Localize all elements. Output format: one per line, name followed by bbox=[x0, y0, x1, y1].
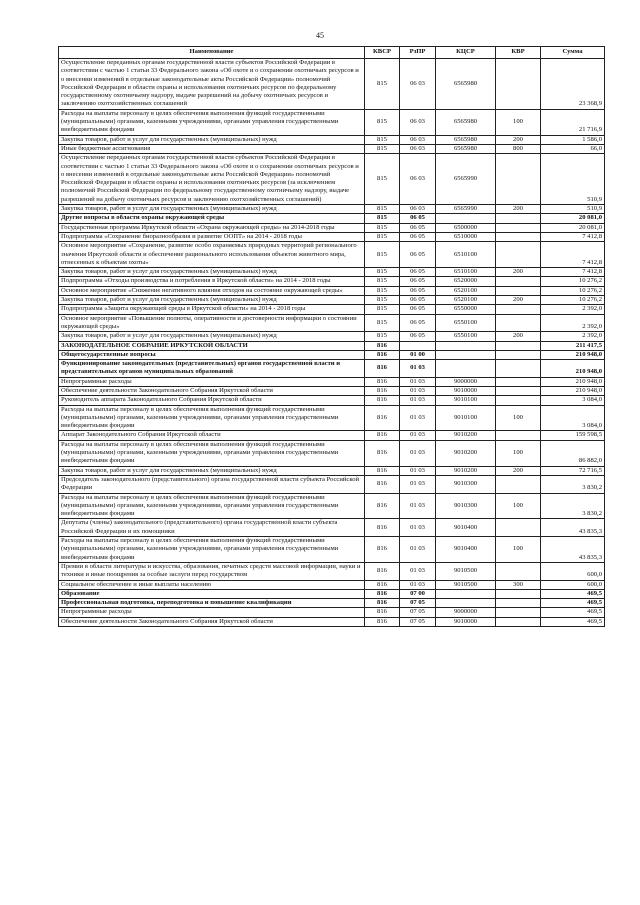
cell-kvsr: 815 bbox=[365, 314, 400, 332]
cell-rzpr: 06 05 bbox=[400, 286, 436, 295]
cell-kvr bbox=[496, 386, 541, 395]
cell-rzpr: 01 03 bbox=[400, 493, 436, 519]
table-row bbox=[59, 205, 605, 214]
cell-kcsr: 6565980 bbox=[436, 109, 496, 135]
cell-kcsr: 9010200 bbox=[436, 431, 496, 440]
cell-kvsr: 816 bbox=[365, 589, 400, 598]
cell-sum: 600,0 bbox=[541, 580, 605, 589]
cell-kcsr bbox=[436, 589, 496, 598]
cell-kvsr: 816 bbox=[365, 493, 400, 519]
cell-sum: 211 417,5 bbox=[541, 341, 605, 350]
cell-kcsr: 6565990 bbox=[436, 154, 496, 205]
cell-sum: 210 948,0 bbox=[541, 386, 605, 395]
cell-sum: 7 412,8 bbox=[541, 232, 605, 241]
cell-kvsr: 815 bbox=[365, 59, 400, 110]
cell-kcsr: 6550000 bbox=[436, 305, 496, 314]
page-number: 45 bbox=[316, 31, 324, 40]
cell-kvsr: 815 bbox=[365, 296, 400, 305]
cell-kvsr: 815 bbox=[365, 144, 400, 153]
cell-kcsr: 6550100 bbox=[436, 314, 496, 332]
cell-kcsr: 9010200 bbox=[436, 440, 496, 466]
cell-rzpr: 06 05 bbox=[400, 277, 436, 286]
cell-kvsr: 815 bbox=[365, 154, 400, 205]
cell-name: Основное мероприятие «Повышение полноты, оперативности и достоверности информации о состоянии окружающей среды» bbox=[59, 314, 365, 332]
cell-sum: 1 586,0 bbox=[541, 135, 605, 144]
cell-kvr bbox=[496, 519, 541, 537]
cell-rzpr: 06 05 bbox=[400, 305, 436, 314]
cell-sum: 23 368,9 bbox=[541, 59, 605, 110]
cell-kvsr: 815 bbox=[365, 305, 400, 314]
cell-kvr bbox=[496, 232, 541, 241]
cell-rzpr: 01 03 bbox=[400, 377, 436, 386]
table-row bbox=[59, 493, 605, 519]
cell-rzpr: 06 03 bbox=[400, 154, 436, 205]
cell-name: Подпрограмма «Сохранение биоразнообразия и развитие ООПТ» на 2014 - 2018 годы bbox=[59, 232, 365, 241]
cell-kvr bbox=[496, 617, 541, 626]
table-row bbox=[59, 396, 605, 405]
cell-kvr bbox=[496, 223, 541, 232]
table-header bbox=[59, 47, 605, 59]
table-row bbox=[59, 360, 605, 378]
cell-name: Иные бюджетные ассигнования bbox=[59, 144, 365, 153]
header-sum: Сумма bbox=[541, 47, 605, 59]
cell-kcsr: 6520000 bbox=[436, 277, 496, 286]
cell-kvr: 100 bbox=[496, 493, 541, 519]
cell-kcsr: 9010000 bbox=[436, 386, 496, 395]
cell-sum: 20 081,0 bbox=[541, 214, 605, 223]
table-row bbox=[59, 519, 605, 537]
cell-rzpr: 07 00 bbox=[400, 589, 436, 598]
cell-rzpr: 06 03 bbox=[400, 135, 436, 144]
cell-rzpr: 01 00 bbox=[400, 350, 436, 359]
cell-sum: 510,9 bbox=[541, 154, 605, 205]
cell-kcsr: 9010300 bbox=[436, 475, 496, 493]
cell-kvsr: 816 bbox=[365, 360, 400, 378]
cell-name: Расходы на выплаты персоналу в целях обеспечения выполнения функций государственными (муниципальными) органами, казенными учреждениями, органами управления государственными внебюджетными фондами bbox=[59, 109, 365, 135]
table-row bbox=[59, 580, 605, 589]
cell-name: Депутаты (члены) законодательного (представительного) органа государственной власти субъекта Российской Федерации и их помощники bbox=[59, 519, 365, 537]
cell-kvr: 100 bbox=[496, 405, 541, 431]
cell-name: Подпрограмма «Защита окружающей среды в Иркутской области» на 2014 - 2018 годы bbox=[59, 305, 365, 314]
cell-rzpr: 01 03 bbox=[400, 405, 436, 431]
cell-kcsr: 6565980 bbox=[436, 59, 496, 110]
cell-kvsr: 816 bbox=[365, 405, 400, 431]
cell-rzpr: 01 03 bbox=[400, 562, 436, 580]
cell-kcsr: 6510000 bbox=[436, 232, 496, 241]
cell-kcsr bbox=[436, 214, 496, 223]
cell-kvsr: 816 bbox=[365, 599, 400, 608]
cell-kcsr: 9010000 bbox=[436, 617, 496, 626]
cell-sum: 86 882,0 bbox=[541, 440, 605, 466]
cell-kcsr: 6510100 bbox=[436, 268, 496, 277]
cell-kcsr: 6550100 bbox=[436, 332, 496, 341]
cell-kvr bbox=[496, 305, 541, 314]
cell-kvsr: 816 bbox=[365, 580, 400, 589]
cell-kvsr: 815 bbox=[365, 214, 400, 223]
cell-rzpr: 01 03 bbox=[400, 440, 436, 466]
cell-rzpr: 06 03 bbox=[400, 144, 436, 153]
cell-kvr: 200 bbox=[496, 332, 541, 341]
cell-kvr bbox=[496, 242, 541, 268]
cell-sum: 469,5 bbox=[541, 617, 605, 626]
cell-sum: 10 276,2 bbox=[541, 277, 605, 286]
cell-name: Расходы на выплаты персоналу в целях обеспечения выполнения функций государственными (муниципальными) органами, казенными учреждениями, органами управления государственными внебюджетными фондами bbox=[59, 493, 365, 519]
cell-kvsr: 815 bbox=[365, 109, 400, 135]
cell-kvsr: 816 bbox=[365, 466, 400, 475]
table-row bbox=[59, 341, 605, 350]
cell-kvr bbox=[496, 431, 541, 440]
budget-table bbox=[58, 46, 605, 627]
table-row bbox=[59, 466, 605, 475]
cell-kvr: 800 bbox=[496, 144, 541, 153]
cell-kcsr: 9000000 bbox=[436, 377, 496, 386]
cell-name: Руководитель аппарата Законодательного Собрания Иркутской области bbox=[59, 396, 365, 405]
cell-name: Профессиональная подготовка, переподготовка и повышение квалификации bbox=[59, 599, 365, 608]
cell-kcsr: 6510100 bbox=[436, 242, 496, 268]
cell-rzpr: 01 03 bbox=[400, 519, 436, 537]
table-row bbox=[59, 59, 605, 110]
cell-sum: 210 948,0 bbox=[541, 377, 605, 386]
cell-name: Председатель законодательного (представительного) органа государственной власти субъекта Российской Федерации bbox=[59, 475, 365, 493]
cell-kvsr: 816 bbox=[365, 377, 400, 386]
cell-kcsr: 9010200 bbox=[436, 466, 496, 475]
cell-name: Основное мероприятие «Снижение негативного влияния отходов на состояние окружающей среды» bbox=[59, 286, 365, 295]
table-row bbox=[59, 277, 605, 286]
cell-kcsr bbox=[436, 360, 496, 378]
cell-name: Осуществление переданных органам государственной власти субъектов Российской Федерации в соответствии с частью 1 статьи 33 Федерального закона «Об охоте и о сохранении охотничьих ресурсов и о внесении изменений в отдельные законодательные акты Российской Федерации» полномочий Российской Федерации в области охраны и использования охотничьих ресурсов (за исключением полномочий Российской Федерации по федеральному государственному охотничьему надзору, выдаче разрешений на добычу охотничьих ресурсов и заключению охотхозяйственных соглашений) bbox=[59, 154, 365, 205]
table-row bbox=[59, 332, 605, 341]
table-row bbox=[59, 589, 605, 598]
cell-rzpr: 06 05 bbox=[400, 242, 436, 268]
cell-name: Основное мероприятие «Сохранение, развитие особо охраняемых природных территорий регионального значения Иркутской области и обеспечение рационального использования объектов животного мира, отнесенных к объектам охоты» bbox=[59, 242, 365, 268]
cell-rzpr bbox=[400, 341, 436, 350]
table-row bbox=[59, 305, 605, 314]
cell-rzpr: 06 03 bbox=[400, 59, 436, 110]
cell-kvr bbox=[496, 377, 541, 386]
cell-rzpr: 06 05 bbox=[400, 314, 436, 332]
cell-sum: 2 392,0 bbox=[541, 314, 605, 332]
cell-name: Премии в области литературы и искусства, образования, печатных средств массовой информации, науки и техники и иные поощрения за особые заслуги перед государством bbox=[59, 562, 365, 580]
cell-name: Обеспечение деятельности Законодательного Собрания Иркутской области bbox=[59, 386, 365, 395]
cell-sum: 210 948,0 bbox=[541, 350, 605, 359]
cell-rzpr: 06 03 bbox=[400, 109, 436, 135]
cell-rzpr: 01 03 bbox=[400, 360, 436, 378]
cell-rzpr: 01 03 bbox=[400, 537, 436, 563]
cell-sum: 7 412,8 bbox=[541, 242, 605, 268]
cell-kvsr: 816 bbox=[365, 350, 400, 359]
cell-sum: 43 835,3 bbox=[541, 537, 605, 563]
cell-name: Государственная программа Иркутской области «Охрана окружающей среды» на 2014-2018 годы bbox=[59, 223, 365, 232]
cell-sum: 3 830,2 bbox=[541, 475, 605, 493]
cell-kvsr: 815 bbox=[365, 332, 400, 341]
cell-kvsr: 815 bbox=[365, 135, 400, 144]
cell-name: Подпрограмма «Отходы производства и потребления в Иркутской области» на 2014 - 2018 годы bbox=[59, 277, 365, 286]
cell-name: Социальное обеспечение и иные выплаты населению bbox=[59, 580, 365, 589]
cell-sum: 3 084,0 bbox=[541, 405, 605, 431]
cell-sum: 10 276,2 bbox=[541, 286, 605, 295]
cell-name: Аппарат Законодательного Собрания Иркутской области bbox=[59, 431, 365, 440]
cell-name: Общегосударственные вопросы bbox=[59, 350, 365, 359]
cell-kcsr: 9010400 bbox=[436, 537, 496, 563]
cell-sum: 469,5 bbox=[541, 608, 605, 617]
cell-kvr bbox=[496, 314, 541, 332]
cell-kvr bbox=[496, 475, 541, 493]
cell-kcsr bbox=[436, 350, 496, 359]
cell-sum: 72 716,5 bbox=[541, 466, 605, 475]
cell-sum: 210 948,0 bbox=[541, 360, 605, 378]
cell-kcsr: 9010400 bbox=[436, 519, 496, 537]
cell-name: Расходы на выплаты персоналу в целях обеспечения выполнения функций государственными (муниципальными) органами, казенными учреждениями, органами управления государственными внебюджетными фондами bbox=[59, 537, 365, 563]
cell-kvsr: 816 bbox=[365, 608, 400, 617]
table-row bbox=[59, 377, 605, 386]
table-row bbox=[59, 268, 605, 277]
cell-name: Закупка товаров, работ и услуг для государственных (муниципальных) нужд bbox=[59, 135, 365, 144]
cell-kvr bbox=[496, 341, 541, 350]
table-row bbox=[59, 223, 605, 232]
cell-kcsr: 9010100 bbox=[436, 405, 496, 431]
cell-kvsr: 816 bbox=[365, 475, 400, 493]
cell-kvr: 200 bbox=[496, 135, 541, 144]
cell-kvsr: 816 bbox=[365, 519, 400, 537]
cell-kvr bbox=[496, 562, 541, 580]
table-row bbox=[59, 109, 605, 135]
cell-name: Образование bbox=[59, 589, 365, 598]
cell-name: Расходы на выплаты персоналу в целях обеспечения выполнения функций государственными (муниципальными) органами, казенными учреждениями, органами управления государственными внебюджетными фондами bbox=[59, 440, 365, 466]
cell-kvsr: 816 bbox=[365, 617, 400, 626]
cell-rzpr: 01 03 bbox=[400, 475, 436, 493]
cell-sum: 3 084,0 bbox=[541, 396, 605, 405]
cell-kcsr: 9010300 bbox=[436, 493, 496, 519]
table-row bbox=[59, 475, 605, 493]
table-body bbox=[59, 59, 605, 627]
cell-kvsr: 815 bbox=[365, 268, 400, 277]
cell-kvr bbox=[496, 214, 541, 223]
cell-sum: 3 830,2 bbox=[541, 493, 605, 519]
cell-name: Закупка товаров, работ и услуг для государственных (муниципальных) нужд bbox=[59, 466, 365, 475]
cell-kvsr: 816 bbox=[365, 386, 400, 395]
table-row bbox=[59, 537, 605, 563]
cell-kcsr: 9000000 bbox=[436, 608, 496, 617]
cell-sum: 600,0 bbox=[541, 562, 605, 580]
cell-kvsr: 816 bbox=[365, 440, 400, 466]
cell-kvr: 100 bbox=[496, 537, 541, 563]
cell-kvr bbox=[496, 59, 541, 110]
cell-rzpr: 07 05 bbox=[400, 617, 436, 626]
cell-sum: 20 081,0 bbox=[541, 223, 605, 232]
cell-kvr: 200 bbox=[496, 205, 541, 214]
cell-kvr bbox=[496, 350, 541, 359]
cell-sum: 43 835,3 bbox=[541, 519, 605, 537]
cell-kvsr: 815 bbox=[365, 223, 400, 232]
header-rzpr: РзПР bbox=[400, 47, 436, 59]
cell-kvr: 100 bbox=[496, 109, 541, 135]
table-row bbox=[59, 405, 605, 431]
cell-kcsr: 9010100 bbox=[436, 396, 496, 405]
cell-rzpr: 06 05 bbox=[400, 296, 436, 305]
cell-name: Закупка товаров, работ и услуг для государственных (муниципальных) нужд bbox=[59, 296, 365, 305]
cell-rzpr: 01 03 bbox=[400, 580, 436, 589]
table-row bbox=[59, 135, 605, 144]
cell-kvsr: 815 bbox=[365, 277, 400, 286]
cell-kvsr: 815 bbox=[365, 242, 400, 268]
cell-name: Непрограммные расходы bbox=[59, 377, 365, 386]
cell-name: ЗАКОНОДАТЕЛЬНОЕ СОБРАНИЕ ИРКУТСКОЙ ОБЛАСТИ bbox=[59, 341, 365, 350]
cell-sum: 10 276,2 bbox=[541, 296, 605, 305]
cell-name: Обеспечение деятельности Законодательного Собрания Иркутской области bbox=[59, 617, 365, 626]
cell-kvr: 100 bbox=[496, 440, 541, 466]
cell-kvsr: 815 bbox=[365, 205, 400, 214]
cell-kvr: 200 bbox=[496, 268, 541, 277]
cell-sum: 2 392,0 bbox=[541, 332, 605, 341]
header-kcsr: КЦСР bbox=[436, 47, 496, 59]
cell-rzpr: 07 05 bbox=[400, 599, 436, 608]
header-kvsr: КВСР bbox=[365, 47, 400, 59]
cell-rzpr: 01 03 bbox=[400, 431, 436, 440]
cell-sum: 469,5 bbox=[541, 589, 605, 598]
cell-rzpr: 06 05 bbox=[400, 268, 436, 277]
cell-rzpr: 06 05 bbox=[400, 232, 436, 241]
cell-kvr bbox=[496, 589, 541, 598]
table-row bbox=[59, 440, 605, 466]
cell-sum: 2 392,0 bbox=[541, 305, 605, 314]
cell-sum: 469,5 bbox=[541, 599, 605, 608]
cell-name: Функционирование законодательных (представительных) органов государственной власти и представительных органов муниципальных образований bbox=[59, 360, 365, 378]
cell-rzpr: 06 03 bbox=[400, 205, 436, 214]
cell-rzpr: 01 03 bbox=[400, 396, 436, 405]
cell-kvr bbox=[496, 154, 541, 205]
cell-kcsr bbox=[436, 341, 496, 350]
cell-kcsr: 6565980 bbox=[436, 144, 496, 153]
cell-name: Закупка товаров, работ и услуг для государственных (муниципальных) нужд bbox=[59, 332, 365, 341]
table-row bbox=[59, 154, 605, 205]
cell-kcsr: 6565980 bbox=[436, 135, 496, 144]
table-row bbox=[59, 386, 605, 395]
cell-kvsr: 815 bbox=[365, 286, 400, 295]
cell-kvr bbox=[496, 599, 541, 608]
cell-sum: 66,0 bbox=[541, 144, 605, 153]
table-row bbox=[59, 286, 605, 295]
cell-kcsr bbox=[436, 599, 496, 608]
table-row bbox=[59, 599, 605, 608]
table-row bbox=[59, 431, 605, 440]
cell-kvsr: 815 bbox=[365, 232, 400, 241]
cell-sum: 21 716,9 bbox=[541, 109, 605, 135]
cell-kcsr: 6520100 bbox=[436, 296, 496, 305]
cell-name: Осуществление переданных органам государственной власти субъектов Российской Федерации в соответствии с частью 1 статьи 33 Федерального закона «Об охоте и о сохранении охотничьих ресурсов и о внесении изменений в отдельные законодательные акты Российской Федерации» полномочий Российской Федерации в области охраны и использования охотничьих ресурсов по федеральному государственному охотничьему надзору, выдаче разрешений на добычу охотничьих ресурсов и заключению охотхозяйственных соглашений bbox=[59, 59, 365, 110]
cell-kcsr: 6500000 bbox=[436, 223, 496, 232]
table-row bbox=[59, 296, 605, 305]
table-row bbox=[59, 144, 605, 153]
cell-name: Расходы на выплаты персоналу в целях обеспечения выполнения функций государственными (муниципальными) органами, казенными учреждениями, органами управления государственными внебюджетными фондами bbox=[59, 405, 365, 431]
cell-rzpr: 06 05 bbox=[400, 214, 436, 223]
cell-kvr: 200 bbox=[496, 296, 541, 305]
cell-kvsr: 816 bbox=[365, 341, 400, 350]
cell-kvr bbox=[496, 286, 541, 295]
cell-kvr bbox=[496, 360, 541, 378]
table-row bbox=[59, 232, 605, 241]
header-name: Наименование bbox=[59, 47, 365, 59]
cell-rzpr: 06 05 bbox=[400, 332, 436, 341]
cell-kvsr: 816 bbox=[365, 396, 400, 405]
cell-name: Закупка товаров, работ и услуг для государственных (муниципальных) нужд bbox=[59, 268, 365, 277]
cell-name: Закупка товаров, работ и услуг для государственных (муниципальных) нужд bbox=[59, 205, 365, 214]
cell-rzpr: 07 05 bbox=[400, 608, 436, 617]
cell-name: Непрограммные расходы bbox=[59, 608, 365, 617]
cell-kvr bbox=[496, 608, 541, 617]
cell-name: Другие вопросы в области охраны окружающей среды bbox=[59, 214, 365, 223]
table-row bbox=[59, 608, 605, 617]
cell-kcsr: 9010500 bbox=[436, 580, 496, 589]
cell-kcsr: 6565990 bbox=[436, 205, 496, 214]
table-row bbox=[59, 242, 605, 268]
cell-kvr bbox=[496, 277, 541, 286]
cell-kcsr: 9010500 bbox=[436, 562, 496, 580]
cell-kvr: 200 bbox=[496, 466, 541, 475]
cell-kvsr: 816 bbox=[365, 537, 400, 563]
cell-rzpr: 06 05 bbox=[400, 223, 436, 232]
cell-kvr bbox=[496, 396, 541, 405]
cell-sum: 510,9 bbox=[541, 205, 605, 214]
table-row bbox=[59, 350, 605, 359]
cell-rzpr: 01 03 bbox=[400, 386, 436, 395]
cell-kvr: 300 bbox=[496, 580, 541, 589]
cell-kvsr: 816 bbox=[365, 562, 400, 580]
table-row bbox=[59, 314, 605, 332]
table-row bbox=[59, 214, 605, 223]
table-row bbox=[59, 562, 605, 580]
cell-sum: 7 412,8 bbox=[541, 268, 605, 277]
cell-rzpr: 01 03 bbox=[400, 466, 436, 475]
cell-kvsr: 816 bbox=[365, 431, 400, 440]
cell-kcsr: 6520100 bbox=[436, 286, 496, 295]
table-row bbox=[59, 617, 605, 626]
header-kvr: КВР bbox=[496, 47, 541, 59]
cell-sum: 159 598,5 bbox=[541, 431, 605, 440]
